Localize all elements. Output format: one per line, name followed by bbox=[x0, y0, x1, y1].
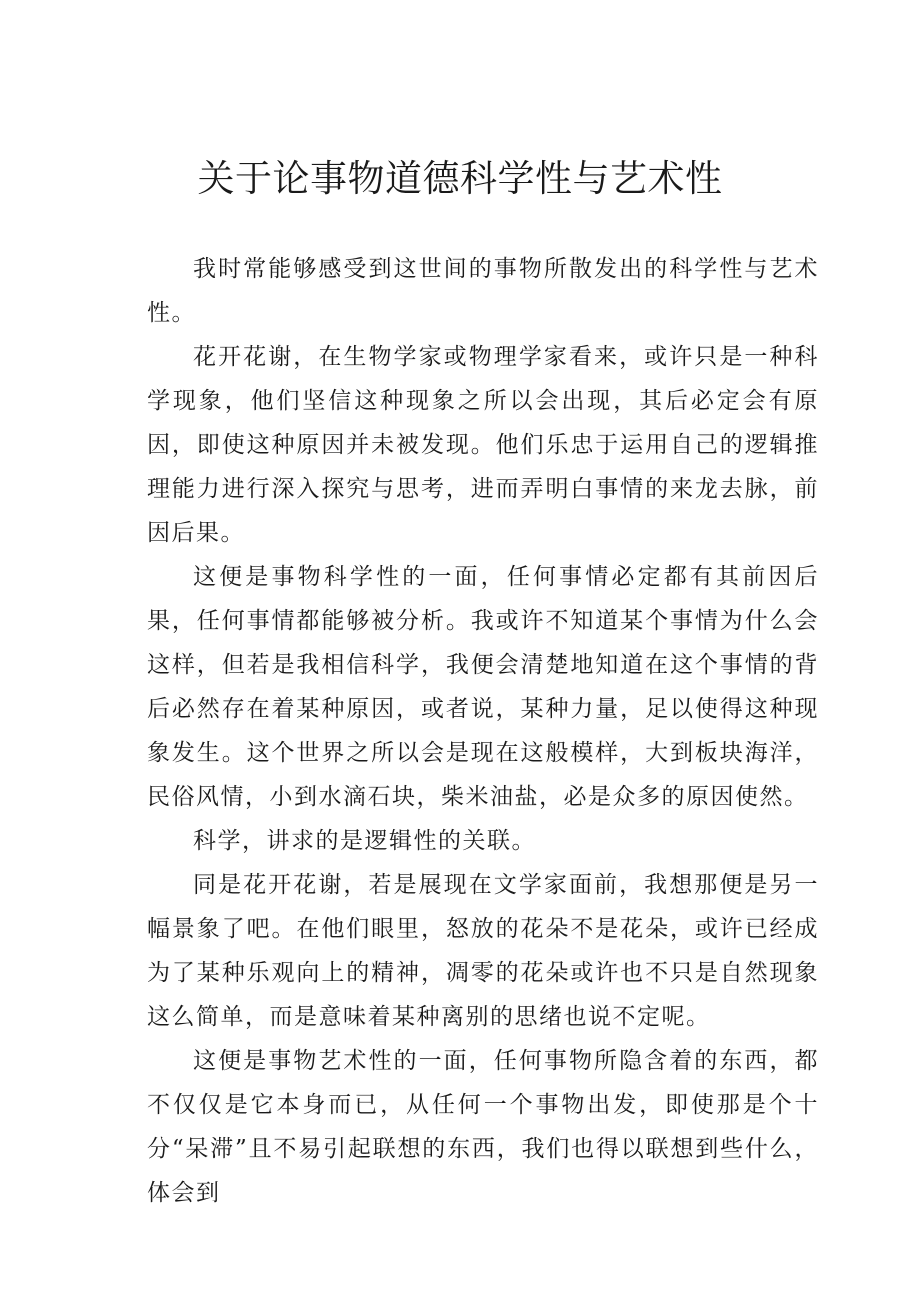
paragraph: 科学，讲求的是逻辑性的关联。 bbox=[193, 828, 536, 854]
paragraph: 花开花谢，在生物学家或物理学家看来，或许只是一种科学现象，他们坚信这种现象之所以会出现，其后必定会有原因，即使这种原因并未被发现。他们乐忠于运用自己的逻辑推理能力进行深入探究与思考，进而弄明白事情的来龙去脉，前因后果。 bbox=[147, 344, 819, 546]
document-body bbox=[147, 247, 819, 1215]
paragraph: 这便是事物艺术性的一面，任何事物所隐含着的东西，都不仅仅是它本身而已，从任何一个事物出发，即使那是个十分“呆滞”且不易引起联想的东西，我们也得以联想到些什么，体会到 bbox=[147, 1048, 819, 1206]
document-title: 关于论事物道德科学性与艺术性 bbox=[197, 157, 723, 200]
paragraph: 这便是事物科学性的一面，任何事情必定都有其前因后果，任何事情都能够被分析。我或许不知道某个事情为什么会这样，但若是我相信科学，我便会清楚地知道在这个事情的背后必然存在着某种原因，或者说，某种力量，足以使得这种现象发生。这个世界之所以会是现在这般模样，大到板块海洋，民俗风情，小到水滴石块，柴米油盐，必是众多的原因使然。 bbox=[147, 564, 819, 810]
paragraph: 我时常能够感受到这世间的事物所散发出的科学性与艺术性。 bbox=[147, 256, 819, 326]
paragraph: 同是花开花谢，若是展现在文学家面前，我想那便是另一幅景象了吧。在他们眼里，怒放的花朵不是花朵，或许已经成为了某种乐观向上的精神，凋零的花朵或许也不只是自然现象这么简单，而是意味着某种离别的思绪也说不定呢。 bbox=[147, 872, 819, 1030]
